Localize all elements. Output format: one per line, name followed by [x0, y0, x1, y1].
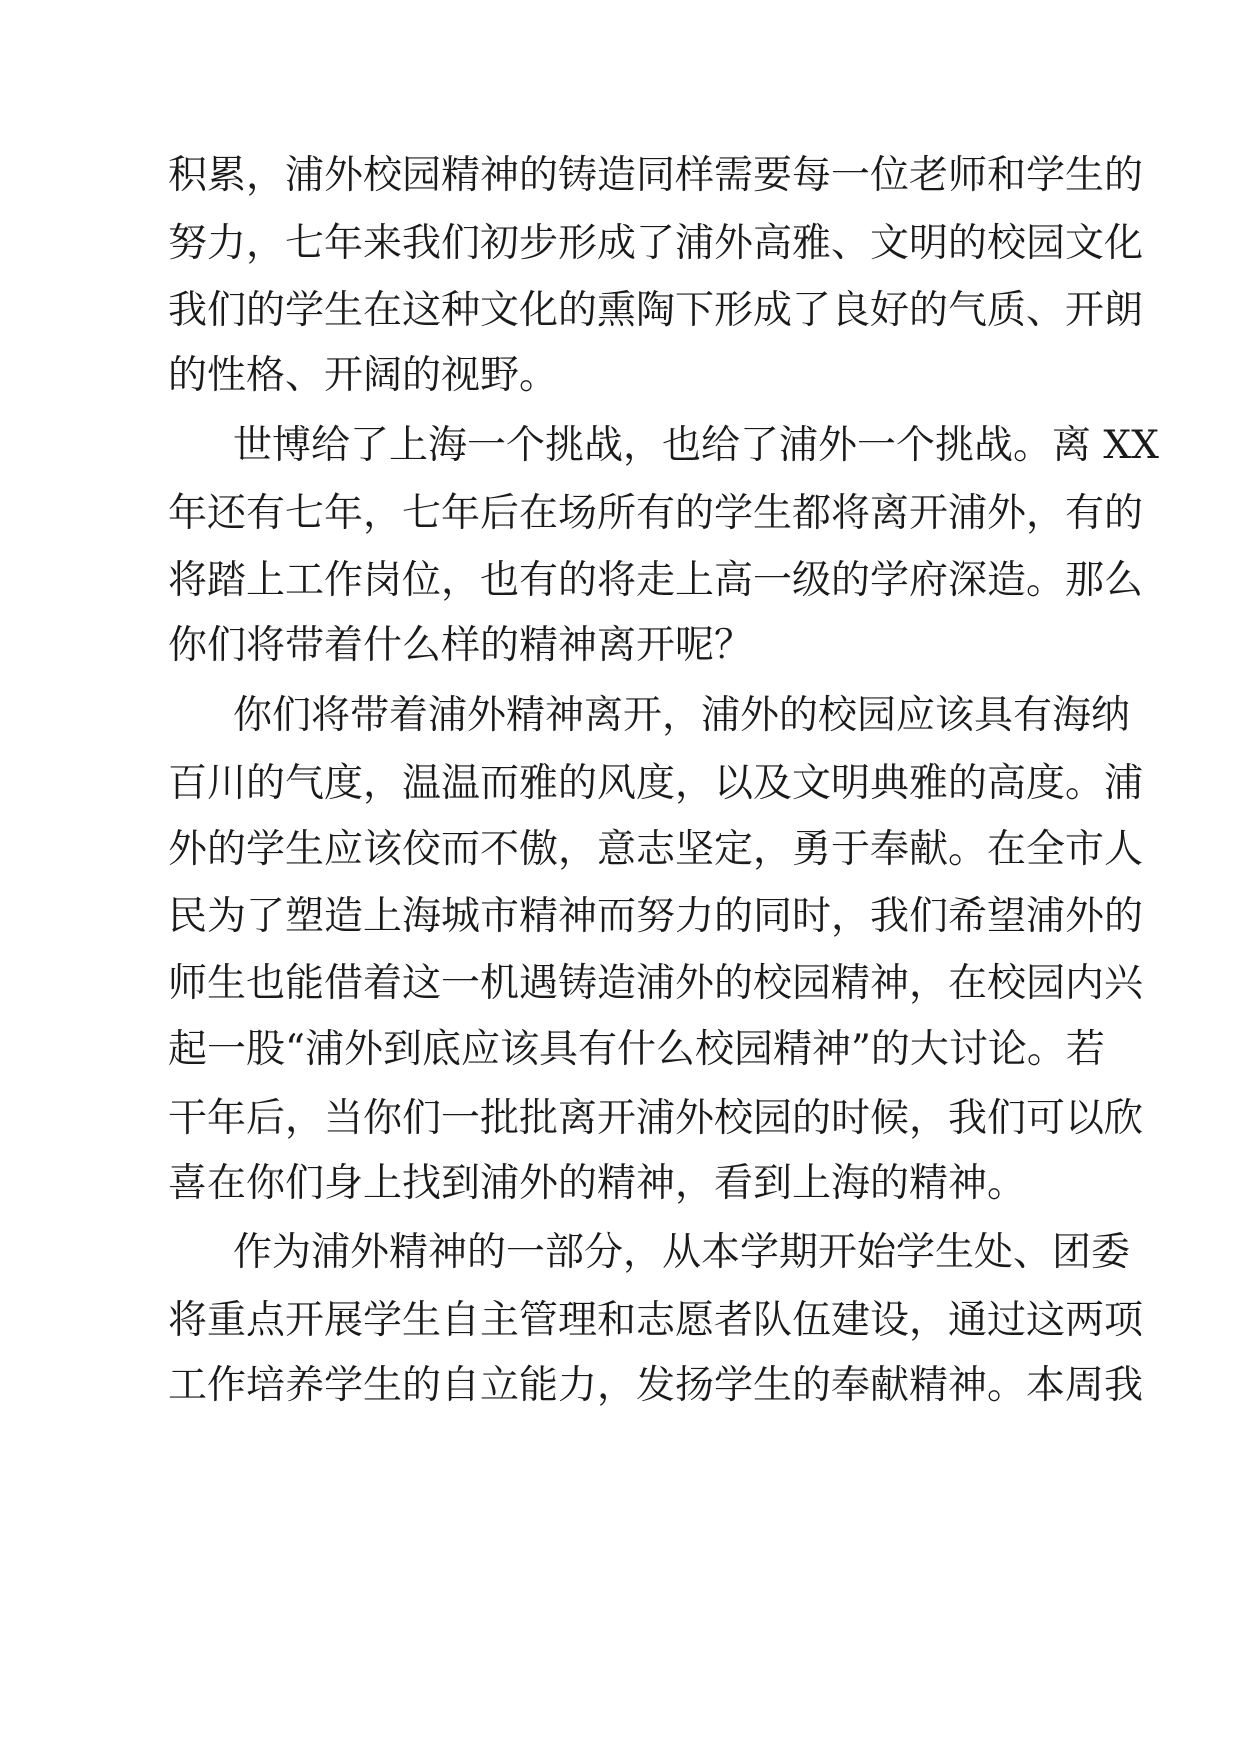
text-line: [0, 1349, 1240, 1423]
text-line: [0, 207, 1240, 281]
text-line-content: 喜在你们身上找到浦外的精神，看到上海的精神。: [168, 1161, 1027, 1206]
text-line-content: 将重点开展学生自主管理和志愿者队伍建设，通过这两项: [168, 1298, 1144, 1343]
text-line-content: 干年后，当你们一批批离开浦外校园的时候，我们可以欣: [168, 1096, 1144, 1141]
text-line: [0, 1216, 1240, 1290]
text-line: [0, 1284, 1240, 1358]
text-line-content: 你们将带着浦外精神离开，浦外的校园应该具有海纳: [233, 693, 1131, 738]
text-line: [0, 880, 1240, 954]
text-line-content: 的性格、开阔的视野。: [168, 353, 559, 398]
text-line: [0, 544, 1240, 618]
text-line-content: 积累，浦外校园精神的铸造同样需要每一位老师和学生的: [168, 153, 1144, 198]
text-line: [0, 139, 1240, 213]
text-line: [0, 1013, 1240, 1087]
text-line: [0, 477, 1240, 551]
text-line-content: 师生也能借着这一机遇铸造浦外的校园精神，在校园内兴: [168, 961, 1144, 1006]
text-line: [0, 409, 1240, 483]
text-line: [0, 1082, 1240, 1156]
text-line-content: 世博给了上海一个挑战，也给了浦外一个挑战。离 XX: [233, 423, 1159, 468]
text-line: [0, 609, 1240, 683]
text-line-content: 年还有七年，七年后在场所有的学生都将离开浦外，有的: [168, 491, 1144, 536]
text-line-content: 将踏上工作岗位，也有的将走上高一级的学府深造。那么: [168, 558, 1144, 603]
text-line: [0, 339, 1240, 413]
text-line: [0, 274, 1240, 348]
text-line-content: 作为浦外精神的一部分，从本学期开始学生处、团委: [233, 1230, 1131, 1275]
text-line: [0, 679, 1240, 753]
text-line: [0, 947, 1240, 1021]
text-line-content: 起一股“浦外到底应该具有什么校园精神”的大讨论。若: [168, 1027, 1105, 1072]
text-line-content: 你们将带着什么样的精神离开呢？: [168, 623, 754, 668]
text-line-content: 我们的学生在这种文化的熏陶下形成了良好的气质、开朗: [168, 288, 1144, 333]
text-line-content: 外的学生应该佼而不傲，意志坚定，勇于奉献。在全市人: [168, 827, 1144, 872]
text-line-content: 工作培养学生的自立能力，发扬学生的奉献精神。本周我: [168, 1363, 1144, 1408]
text-line: [0, 813, 1240, 887]
text-line: [0, 1147, 1240, 1221]
text-line-content: 民为了塑造上海城市精神而努力的同时，我们希望浦外的: [168, 894, 1144, 939]
text-line-content: 百川的气度，温温而雅的风度，以及文明典雅的高度。浦: [168, 761, 1144, 806]
text-line: [0, 747, 1240, 821]
text-line-content: 努力，七年来我们初步形成了浦外高雅、文明的校园文化: [168, 221, 1144, 266]
